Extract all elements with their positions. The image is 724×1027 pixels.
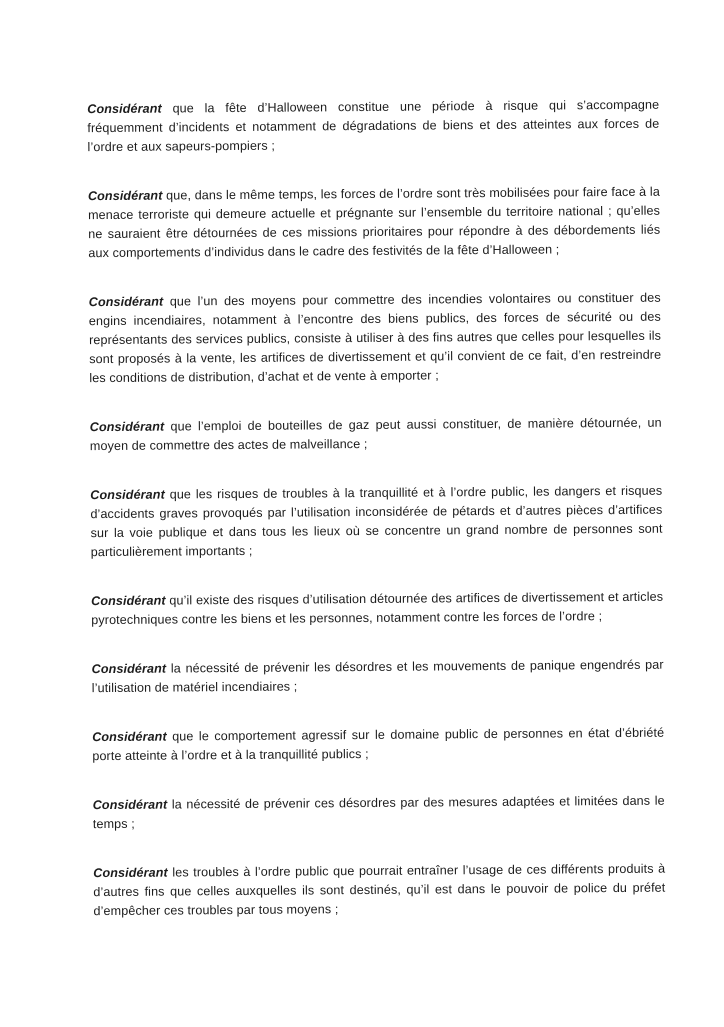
considerant-keyword: Considérant	[91, 593, 166, 609]
paragraph-panic-prevention	[92, 656, 664, 698]
paragraph-drunkenness	[92, 724, 664, 766]
paragraph-pyrotechnics-misuse	[91, 588, 663, 630]
considerant-keyword: Considérant	[87, 188, 163, 204]
paragraph-adapted-measures	[93, 792, 665, 834]
paragraph-text: que l’emploi de bouteilles de gaz peut aussi constituer, de manière détournée, un moyen de commettre des actes de malveillance ;	[89, 415, 662, 454]
paragraph-gas-bottles	[90, 414, 662, 456]
considerant-keyword: Considérant	[87, 101, 162, 117]
considerant-keyword: Considérant	[91, 661, 167, 677]
paragraph-halloween-risk	[87, 96, 659, 157]
paragraph-forces-mobilized	[88, 183, 661, 263]
considerant-keyword: Considérant	[92, 797, 168, 813]
paragraph-text: que, dans le même temps, les forces de l’ordre sont très mobilisées pour faire face à la menace terroriste qui demeure actuelle et prégnante sur l’ensemble du territoire national ; qu’elles ne sauraient être détournées de ces missions prioritaires pour répondre à des débordements liés aux comportements d’individus dans le cadre des festivités de la fête d’Halloween ;	[88, 184, 661, 261]
paragraph-text: la nécessité de prévenir les désordres et les mouvements de panique engendrés par l’utilisation de matériel incendiaires ;	[91, 657, 664, 696]
paragraph-text: la nécessité de prévenir ces désordres par des mesures adaptées et limitées dans le temps ;	[92, 793, 665, 832]
considerant-keyword: Considérant	[89, 419, 165, 435]
paragraph-troubles-risks	[90, 482, 663, 562]
considerant-keyword: Considérant	[93, 865, 168, 881]
paragraph-text: les troubles à l’ordre public que pourrait entraîner l’usage de ces différents produits à d’autres fins que celles auxquelles ils sont destinés, qu’il est dans le pouvoir de police du préfet d’empêcher ces troubles par tous moyens ;	[93, 861, 666, 919]
paragraph-text: que la fête d’Halloween constitue une période à risque qui s’accompagne fréquemment d’incidents et notamment de dégradations de biens et des atteintes aux forces de l’ordre et aux sapeurs-pompiers ;	[87, 97, 660, 155]
considerant-keyword: Considérant	[90, 487, 165, 503]
paragraph-text: que l’un des moyens pour commettre des incendies volontaires ou constituer des engins incendiaires, notamment à l’encontre des biens publics, des forces de sécurité ou des représentants des services publics, consiste à utiliser à des fins autres que celles pour lesquelles ils sont proposés à la vente, les artifices de divertissement et qu’il convient de ce fait, d’en restreindre les conditions de distribution, d’achat et de vente à emporter ;	[88, 290, 662, 386]
paragraph-incendiary-means	[89, 289, 662, 388]
considerant-keyword: Considérant	[92, 729, 167, 745]
paragraph-text: que les risques de troubles à la tranquillité et à l’ordre public, les dangers et risques d’accidents graves provoqués par l’utilisation inconsidérée de pétards et d’autres pièces d’artifices sur la voie publique et dans tous les lieux où se concentre un grand nombre de personnes sont particulièrement importants ;	[90, 483, 663, 560]
considerant-keyword: Considérant	[88, 294, 164, 310]
paragraph-prefect-power	[93, 860, 665, 921]
paragraph-text: que le comportement agressif sur le domaine public de personnes en état d’ébriété porte atteinte à l’ordre et à la tranquillité publics ;	[92, 725, 665, 764]
paragraph-text: qu’il existe des risques d’utilisation détournée des artifices de divertissement et articles pyrotechniques contre les biens et les personnes, notamment contre les forces de l’ordre ;	[91, 589, 664, 628]
